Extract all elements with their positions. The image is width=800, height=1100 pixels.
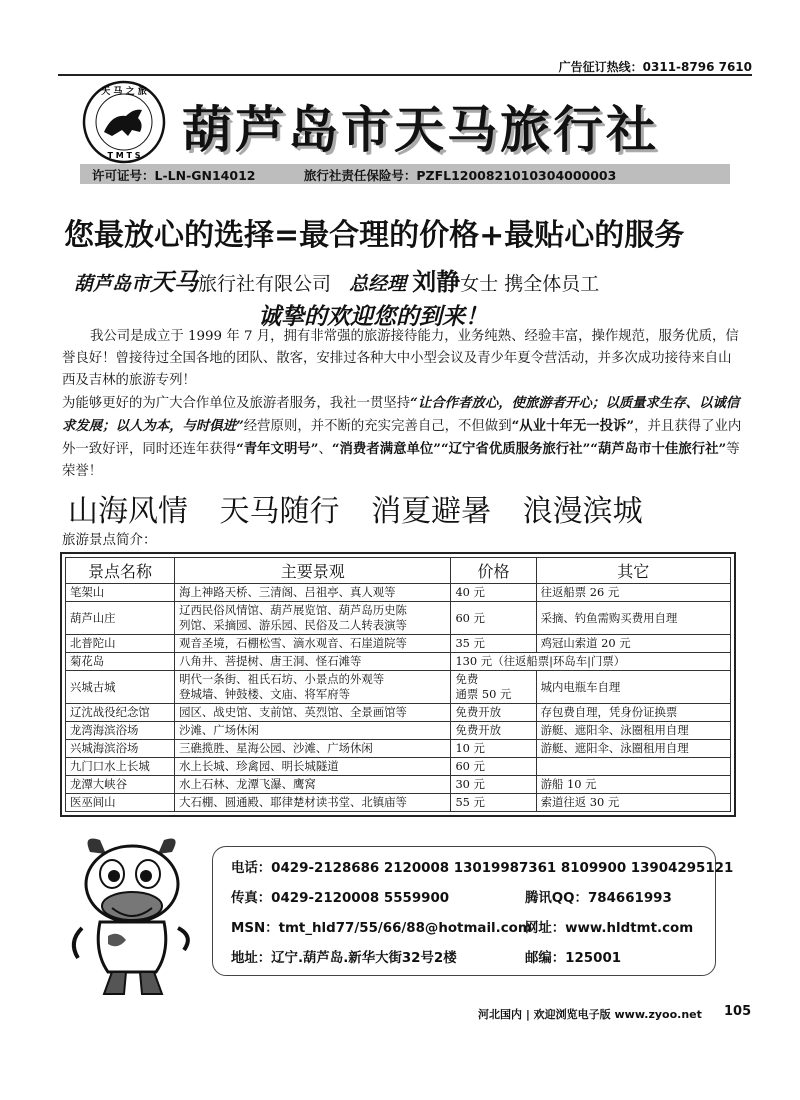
cell-name (66, 653, 175, 671)
col-header-other: 其它 (536, 558, 730, 584)
cell-name-line: 龙湾海滨浴场 (70, 723, 139, 737)
cell-price-line: 免费 (455, 672, 479, 686)
contact-msn[interactable]: MSN：tmt_hld77/55/66/88@hotmail.com (231, 921, 532, 936)
cell-price (451, 758, 536, 776)
horse-logo-icon (82, 80, 166, 164)
brand-title: 葫芦岛市天马旅行社 (182, 101, 659, 159)
table-header-row (66, 558, 731, 584)
table-row (66, 653, 731, 671)
cell-other (536, 584, 730, 602)
cell-price-line: 55 元 (455, 795, 485, 809)
cell-scene-line: 观音圣境，石棚松雪、滴水观音、石崖道院等 (179, 636, 407, 650)
cell-scene (175, 635, 451, 653)
gm-honorific: 女士 (460, 273, 499, 295)
cell-name (66, 602, 175, 635)
cell-name (66, 722, 175, 740)
cell-scene-line: 水上长城、珍禽园、明长城隧道 (179, 759, 339, 773)
cell-other-line: 城内电瓶车自理 (540, 679, 621, 694)
company-suffix: 旅行社有限公司 (198, 273, 332, 295)
table-row (66, 635, 731, 653)
cell-name (66, 671, 175, 704)
company-city: 葫芦岛市 (74, 273, 151, 295)
top-rule (58, 74, 752, 76)
cell-scene (175, 584, 451, 602)
cell-scene (175, 758, 451, 776)
cell-price (451, 602, 536, 635)
cell-scene-line: 沙滩、广场休闲 (179, 723, 259, 737)
cell-other (536, 722, 730, 740)
contact-qq: 腾讯QQ：784661993 (525, 891, 672, 906)
insurance-number: 旅行社责任保险号：PZFL1200821010304000003 (303, 168, 617, 183)
cell-other (536, 776, 730, 794)
cell-scene (175, 794, 451, 812)
ad-hotline: 广告征订热线：0311-8796 7610 (558, 60, 752, 74)
attractions-subhead: 旅游景点简介： (62, 532, 157, 548)
cell-price-line: 130 元（往返船票|环岛车|门票） (455, 654, 626, 668)
table-row (66, 704, 731, 722)
cell-name-line: 笔架山 (70, 585, 105, 599)
cell-price-line: 60 元 (455, 610, 485, 625)
gm-name: 刘静 (412, 267, 461, 296)
table-row (66, 776, 731, 794)
cell-scene (175, 776, 451, 794)
cell-other (536, 740, 730, 758)
cell-name-line: 龙潭大峡谷 (70, 777, 127, 791)
cell-price (451, 653, 731, 671)
tagline-2: 天马随行 (219, 494, 340, 529)
main-slogan: 您最放心的选择=最合理的价格+最贴心的服务 (64, 218, 685, 253)
cell-price-line: 免费开放 (455, 705, 502, 719)
table-body (66, 584, 731, 812)
cell-price (451, 671, 536, 704)
table-row (66, 794, 731, 812)
cell-other (536, 704, 730, 722)
cell-name-line: 兴城古城 (70, 679, 116, 694)
cell-scene (175, 671, 451, 704)
cell-name (66, 776, 175, 794)
contact-fax: 传真：0429-2120008 5559900 (231, 891, 450, 906)
cell-name (66, 704, 175, 722)
cell-price-line: 60 元 (455, 759, 485, 773)
cell-price-line: 35 元 (455, 636, 485, 650)
page-number: 105 (724, 1004, 752, 1019)
license-number: 许可证号：L-LN-GN14012 (92, 168, 256, 183)
cell-price-line: 30 元 (455, 777, 485, 791)
table-row (66, 722, 731, 740)
cell-price-line: 免费开放 (455, 723, 502, 737)
cell-other-line: 往返船票 26 元 (540, 585, 620, 599)
cell-other (536, 635, 730, 653)
contact-postcode: 邮编：125001 (525, 951, 622, 966)
company-tianma: 天马 (150, 267, 199, 296)
cell-name-line: 医巫闾山 (70, 795, 116, 809)
table-row (66, 671, 731, 704)
cell-name (66, 635, 175, 653)
cell-name-line: 兴城海滨浴场 (70, 741, 139, 755)
cell-scene (175, 740, 451, 758)
cell-scene (175, 722, 451, 740)
tagline-1: 山海风情 (68, 494, 188, 529)
cell-name-line: 北普陀山 (70, 636, 116, 650)
contact-phone: 电话：0429-2128686 2120008 13019987361 8109900 13904295121 (231, 861, 734, 876)
cell-price (451, 584, 536, 602)
cell-other (536, 671, 730, 704)
attractions-table-frame (60, 552, 736, 817)
cell-price-line: 通票 50 元 (455, 687, 512, 701)
cell-price (451, 704, 536, 722)
cell-scene-line: 列馆、采摘园、游乐园、民俗及二人转表演等 (179, 618, 407, 632)
welcome-text: 诚挚的欢迎您的到来！ (258, 303, 488, 330)
cell-scene-line: 八角井、菩提树、唐王洞、怪石滩等 (179, 654, 362, 668)
cell-name-line: 九门口水上长城 (70, 759, 150, 773)
with-staff: 携全体员工 (504, 273, 600, 295)
cell-other-line: 采摘、钓鱼需购买费用自理 (540, 610, 678, 625)
intro-text (62, 326, 742, 483)
svg-text:T M T S: T M T S (107, 151, 141, 160)
gm-title: 总经理 (349, 273, 407, 295)
cell-name (66, 794, 175, 812)
cell-name (66, 740, 175, 758)
table-row (66, 758, 731, 776)
cell-name-line: 葫芦山庄 (70, 610, 116, 625)
cell-name (66, 584, 175, 602)
attractions-table (65, 557, 731, 812)
footer-text[interactable]: 河北国内 | 欢迎浏览电子版 www.zyoo.net (478, 1008, 702, 1021)
header-banner (72, 78, 734, 188)
cell-other-line: 游船 10 元 (540, 777, 597, 791)
cell-scene-line: 园区、战史馆、支前馆、英烈馆、全景画馆等 (179, 705, 407, 719)
cell-scene (175, 653, 451, 671)
contact-address: 地址：辽宁.葫芦岛.新华大街32号2楼 (231, 951, 457, 966)
tagline (68, 486, 665, 530)
license-bar (80, 164, 730, 184)
cell-name-line: 辽沈战役纪念馆 (70, 705, 150, 719)
svg-text:天 马 之 旅: 天 马 之 旅 (101, 87, 147, 97)
cell-other (536, 758, 730, 776)
intro-para-2: 为能够更好的为广大合作单位及旅游者服务，我社一贯坚持“让合作者放心，使旅游者开心；以质量求生存、以诚信求发展；以人为本，与时俱进”经营原则，并不断的充实完善自己，不但做到“从业十年无一投诉”，并且获得了业内外一致好评，同时还连年获得“青年文明号”、“消费者满意单位”“辽宁省优质服务旅行社”“葫芦岛市十佳旅行社”等荣誉！ (62, 395, 742, 479)
table-row (66, 602, 731, 635)
cell-other-line: 索道往返 30 元 (540, 795, 620, 809)
cell-scene (175, 602, 451, 635)
cell-price (451, 722, 536, 740)
contact-website[interactable]: 网址：www.hldtmt.com (525, 921, 694, 936)
cell-scene-line: 明代一条街、祖氏石坊、小景点的外观等 (179, 672, 385, 686)
cell-name-line: 菊花岛 (70, 654, 105, 668)
cell-scene-line: 水上石林、龙潭飞瀑、鹰窝 (179, 777, 316, 791)
tagline-3: 消夏避暑 (371, 494, 492, 529)
cell-price (451, 740, 536, 758)
col-header-name: 景点名称 (66, 558, 175, 584)
cell-scene-line: 辽西民俗风情馆、葫芦展览馆、葫芦岛历史陈 (179, 603, 407, 617)
table-row (66, 740, 731, 758)
cell-scene (175, 704, 451, 722)
cell-other-line: 存包费自理，凭身份证换票 (540, 705, 678, 719)
cell-other-line: 鸡冠山索道 20 元 (540, 636, 631, 650)
contact-box (212, 846, 734, 976)
cell-other-line: 游艇、遮阳伞、泳圈租用自理 (540, 723, 689, 737)
cell-price (451, 794, 536, 812)
cow-mascot-icon (60, 832, 202, 1002)
cell-price (451, 635, 536, 653)
cell-price (451, 776, 536, 794)
col-header-scene: 主要景观 (175, 558, 451, 584)
cell-scene-line: 三礁揽胜、星海公园、沙滩、广场休闲 (179, 741, 373, 755)
intro-para-1: 我公司是成立于 1999 年 7 月，拥有非常强的旅游接待能力，业务纯熟、经验丰富，操作规范，服务优质，信誉良好！曾接待过全国各地的团队、散客，安排过各种大中小型会议及青少年夏令营活动，并多次成功接待来自山西及吉林的旅游专列！ (62, 329, 739, 388)
cell-scene-line: 大石棚、圆通殿、耶律楚材读书堂、北镇庙等 (179, 795, 407, 809)
cell-price-line: 10 元 (455, 741, 485, 755)
col-header-price: 价格 (451, 558, 536, 584)
cell-other (536, 794, 730, 812)
tagline-4: 浪漫滨城 (522, 494, 643, 529)
cell-price-line: 40 元 (455, 585, 485, 599)
cell-name (66, 758, 175, 776)
cell-scene-line: 登城墙、钟鼓楼、文庙、将军府等 (179, 687, 350, 701)
company-line (74, 262, 599, 297)
cell-other (536, 602, 730, 635)
cell-other-line: 游艇、遮阳伞、泳圈租用自理 (540, 741, 689, 755)
table-row (66, 584, 731, 602)
cell-scene-line: 海上神路天桥、三清阁、吕祖亭、真人观等 (179, 585, 396, 599)
